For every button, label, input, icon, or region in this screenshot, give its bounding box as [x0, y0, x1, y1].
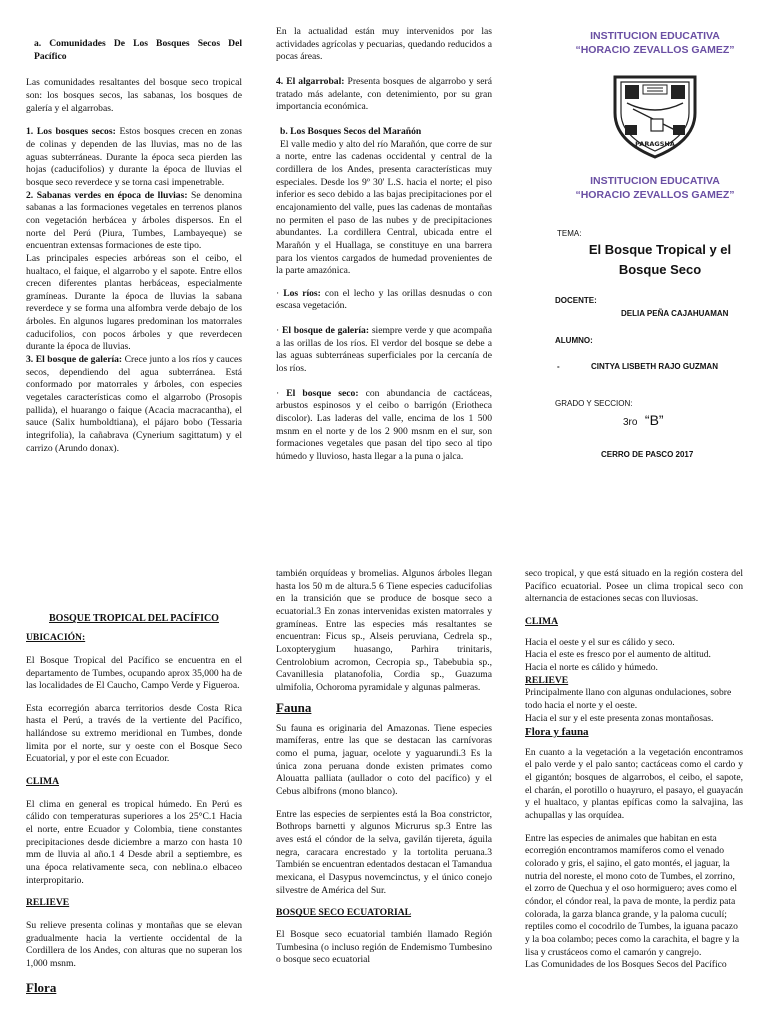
- column-2: [276, 26, 492, 471]
- rios-title: Los ríos:: [283, 287, 321, 299]
- clima-heading: CLIMA: [525, 615, 559, 627]
- grado-row: [555, 412, 755, 430]
- paragraph: El valle medio y alto del río Marañón, que corre de sur a norte, entre las cadenas occidental y central de la cordillera de los Andes, presenta características muy especiales. Desde los 9º 30' L.S. hacia el norte; el piso inferior es seco debido a las bajas precipitaciones por el encajonamiento del valle, pues las cadenas de montañas no permiten el paso de las nubes y de precipitaciones abundantes. La cordillera Central, ubicada entre el Marañón y el Huallaga, se constituye en una barrera para los vientos cargados de humedad provenientes de la parte amazónica.: [276, 138, 492, 277]
- emblem-text: PARAGSHA: [635, 140, 675, 149]
- rios-text: con el lecho y las orillas desnudas o con escasa vegetación.: [276, 287, 493, 312]
- tema-label: TEMA:: [557, 228, 582, 238]
- alumno-row: [555, 362, 755, 371]
- paragraph: Las Comunidades de los Bosques Secos del Pacífico: [525, 959, 727, 971]
- paragraph: Esta ecorregión abarca territorios desde Costa Rica hasta el Perú, a través de la vertiente del Pacífico, hallándose su extremo meridional en Tumbes, donde limita por el norte, sur y oeste con el Bosque Seco Ecuatorial, y por el este con Ecuador.: [26, 702, 242, 765]
- heading-b: b. Los Bosques Secos del Marañón: [280, 125, 422, 137]
- tema-title: El Bosque Tropical y el Bosque Seco: [588, 241, 732, 277]
- p3-text: Crece junto a los ríos y cauces secos, dependiendo del agua subterránea. Está conformado por matorrales y árboles, con especies vegetales características como el algarrobo (Prosopis pallida), el huarango o faique (Acacia macracantha), el sauce (Salix humboldtiana), el pájaro bobo (Tessaria integrifolia), la cañabrava (Cynerium sagittatum) y el carrizo (Arundo donax).: [26, 354, 242, 454]
- alumno-dash: -: [557, 361, 560, 371]
- flora-heading: Flora: [26, 979, 57, 995]
- paragraph: [26, 126, 242, 189]
- paragraph: Su fauna es originaria del Amazonas. Tiene especies mamíferas, entre las que se destacan las carnívoras como el puma, jaguar, ocelote y yaguarundi.3 Es la única zona peruana donde existen primates como Alouatta palliata (aullador o coto del pacífico) y el Cebus albifrons (mono blanco).: [276, 722, 492, 797]
- clima-heading: CLIMA: [26, 776, 60, 788]
- paragraph: En cuanto a la vegetación a la vegetación encontramos el palo verde y el palo santo; cactáceas como el cardo y el gigantón; bosques de algarrobos, el ceibo, el sapote, el charán, el porotillo o huayruro, el pasayo, el guayacán y el hualtaco, y plantas epíficas como la salvajina, las achupallas y las orquídea.: [525, 746, 743, 822]
- p2-text: Se denomina sabanas a las formaciones vegetales en terrenos planos con vegetación herbácea y árboles dispersos. En el norte del Perú (Piura, Tumbes, Lambayeque) se encuentran extensas formaciones de este tipo.: [26, 189, 242, 252]
- seco-title: El bosque seco:: [286, 387, 359, 399]
- section-title: BOSQUE TROPICAL DEL PACÍFICO: [49, 613, 219, 624]
- institution-name-top: [555, 30, 755, 57]
- paragraph: El Bosque seco ecuatorial también llamado Región Tumbesina (o incluso región de Endemismo Tumbesino o bosque seco ecuatorial: [276, 928, 492, 966]
- cover-footer: CERRO DE PASCO 2017: [601, 449, 694, 459]
- column-6: [525, 568, 743, 972]
- flora-fauna-heading: Flora y fauna: [525, 726, 589, 739]
- paragraph: [26, 190, 242, 253]
- school-emblem-icon: [603, 69, 707, 161]
- ubicacion-heading: UBICACIÓN:: [26, 632, 86, 644]
- paragraph: Hacia el este es fresco por el aumento de altitud.: [525, 649, 711, 661]
- galeria-text: siempre verde y que acompaña a las orillas de los ríos. El verdor del bosque se debe a las aguas subterráneas superficiales por la cercanía de los ríos.: [276, 325, 492, 375]
- p4-title: 4. El algarrobal:: [276, 75, 345, 87]
- seco-text: con abundancia de cactáceas, arbustos espinosos y el ceibo o barrigón (Eriotheca discolor). Las laderas del valle, encima de los 1 500 msnm en el norte y de los 2 900 msnm en el sur, son formaciones vegetales que pasan del tipo seco al tipo húmedo y lluvioso, hasta llegar a la puna o jalca.: [276, 387, 492, 463]
- paragraph: Su relieve presenta colinas y montañas que se elevan gradualmente hacia la vertiente occidental de la Cordillera de los Andes, con alturas que no superan los 1,000 msnm.: [26, 920, 242, 969]
- paragraph: [276, 76, 492, 114]
- fauna-heading: Fauna: [276, 699, 312, 715]
- grado-label: GRADO Y SECCION:: [555, 398, 633, 408]
- docente-name: DELIA PEÑA CAJAHUAMAN: [621, 308, 729, 318]
- paragraph: Entre las especies de animales que habitan en esta ecorregión encontramos mamíferos como el venado colorado y gris, el sajino, el gato montés, el jaguar, la nutria del noreste, el mono coto de Tumbes, el zorrino, el zorro de Quechua y el oso hormiguero; aves como el cóndor, el cóndor real, la pava de monte, la perdiz pata colorada, la garza blanca grande, y la paloma cuculí; reptiles como el cocodrilo de Tumbes, la iguana pacazo y la boa colambo; peces como la carachita, el bagre y la lisa y crustáceos como el camarón y cangrejo.: [525, 832, 740, 958]
- relieve-heading: RELIEVE: [525, 674, 569, 686]
- column-4: [26, 612, 242, 1003]
- docente-label: DOCENTE:: [555, 295, 597, 305]
- p1-text: Estos bosques crecen en zonas de colinas y dependen de las lluvias, mas no de las aguas subterráneas. Durante la época seca pierden las hojas (caducifolios) y durante la época de lluvias el bosque seco reverdece y se torna casi impenetrable.: [26, 126, 242, 188]
- paragraph: · Los ríos: con el lecho y las orillas desnudas o con escasa vegetación.: [276, 287, 493, 312]
- institution-line-1: INSTITUCION EDUCATIVA: [590, 30, 720, 42]
- column-1: [26, 38, 242, 455]
- alumno-label: ALUMNO:: [555, 335, 593, 345]
- paragraph: En la actualidad están muy intervenidos por las actividades agrícolas y pecuarias, quedando reducidos a pocas áreas.: [276, 26, 492, 63]
- p2-title: 2. Sabanas verdes en época de lluvias:: [26, 189, 188, 201]
- column-5: [276, 568, 492, 974]
- paragraph: El Bosque Tropical del Pacífico se encuentra en el departamento de Tumbes, ocupando aprox 35,000 ha de las localidades de El Caucho, Campo Verde y Figueroa.: [26, 654, 242, 692]
- heading-a: a. Comunidades De Los Bosques Secos Del Pacífico: [34, 38, 242, 62]
- p1-title: 1. Los bosques secos:: [26, 126, 116, 138]
- institution-name-bottom: [555, 175, 755, 202]
- paragraph: Principalmente llano con algunas ondulaciones, sobre todo hacia el norte y el oeste.: [525, 687, 732, 711]
- paragraph: Entre las especies de serpientes está la Boa constrictor, Bothrops barnetti y algunos Micrurus sp.3 Entre las aves está el cóndor de la selva, gavilán tijereta, águila negra, caracara encrestado y la tortolita peruana.3 También se encuentran edentados destacan el Tamandua mexicana, el Dasypus novemcinctus, y el único conejo silvestre de América del Sur.: [276, 808, 492, 896]
- paragraph: [26, 354, 242, 455]
- paragraph: Hacia el sur y el este presenta zonas montañosas.: [525, 712, 714, 724]
- cover-panel: [555, 30, 755, 459]
- paragraph: Hacia el oeste y el sur es cálido y seco.: [525, 636, 675, 648]
- paragraph: seco tropical, y que está situado en la región costera del Pacífico ecuatorial. Posee un clima tropical seco con alternancia de estaciones secas con lluviosas.: [525, 568, 743, 605]
- paragraph: El clima en general es tropical húmedo. En Perú es cálido con temperaturas superiores a los 25°C.1 Hacia el norte, entre Ecuador y Colombia, tiene constantes precipitaciones desde diciembre a marzo con hasta 10 mm de lluvia al año.1 4 Desde abril a septiembre, es una época relativamente seca, con neblina.o elbaceo interpropitario.: [26, 798, 242, 886]
- institution-line-2: “HORACIO ZEVALLOS GAMEZ”: [575, 188, 735, 201]
- paragraph: Hacia el norte es cálido y húmedo.: [525, 661, 658, 673]
- paragraph: Las principales especies arbóreas son el ceibo, el hualtaco, el faique, el algarrobo y el sapote. Entre ellos crecen diferentes plantas herbáceas, especialmente gramíneas. Durante la época de lluvias la sabana reverdece y se forma una alfombra verde debajo de los árboles. En algunos lugares predominan los matorrales caducifolios, con pocos árboles y que reverdecen durante la época de lluvias.: [26, 252, 242, 353]
- paragraph: Las comunidades resaltantes del bosque seco tropical son: los bosques secos, las sabanas, los bosques de galería y el algarrobas.: [26, 77, 242, 114]
- institution-line-2: “HORACIO ZEVALLOS GAMEZ”: [575, 43, 735, 56]
- alumno-name: CINTYA LISBETH RAJO GUZMAN: [591, 361, 718, 371]
- paragraph: · El bosque de galería: siempre verde y que acompaña a las orillas de los ríos. El verdor del bosque se debe a las aguas subterráneas superficiales por la cercanía de los ríos.: [276, 325, 492, 375]
- p3-title: 3. El bosque de galería:: [26, 354, 123, 366]
- p4-text: Presenta bosques de algarrobo y será tratado más adelante, con detenimiento, por su gran importancia económica.: [276, 75, 492, 113]
- seccion-value: “B”: [644, 411, 664, 428]
- bosque-seco-heading: BOSQUE SECO ECUATORIAL: [276, 907, 412, 919]
- paragraph: también orquídeas y bromelias. Algunos árboles llegan hasta los 50 m de altura.5 6 Tiene especies caducifolias en la transición que se produce de bosque seco a ecuatorial.3 En zonas intervenidas existen matorrales y gramíneas. Entre las especies más resaltantes se encuentran: Ficus sp., Alseis peruviana, Cedrela sp., Loxopterygium huasango, Parhira trinitaris, Centrolobium acromon, Cecropia sp., Tabebubia sp., Cavanillesia platanofolia, Cordia sp., Guazuma ulmifolia, Ochoroma pyramidale y algunas palmeras.: [276, 568, 492, 693]
- paragraph: · El bosque seco: con abundancia de cactáceas, arbustos espinosos y el ceibo o barrigón (Eriotheca discolor). Las laderas del valle, encima de los 1 500 msnm en el norte y de los 2 900 msnm en el sur, son formaciones vegetales que pasan del tipo seco al tipo húmedo y lluvioso, hasta llegar a la puna o jalca.: [276, 387, 492, 463]
- relieve-heading: RELIEVE: [26, 897, 70, 909]
- grado-value: 3ro: [623, 416, 638, 428]
- galeria-title: El bosque de galería:: [281, 325, 370, 337]
- institution-line-1: INSTITUCION EDUCATIVA: [590, 175, 720, 188]
